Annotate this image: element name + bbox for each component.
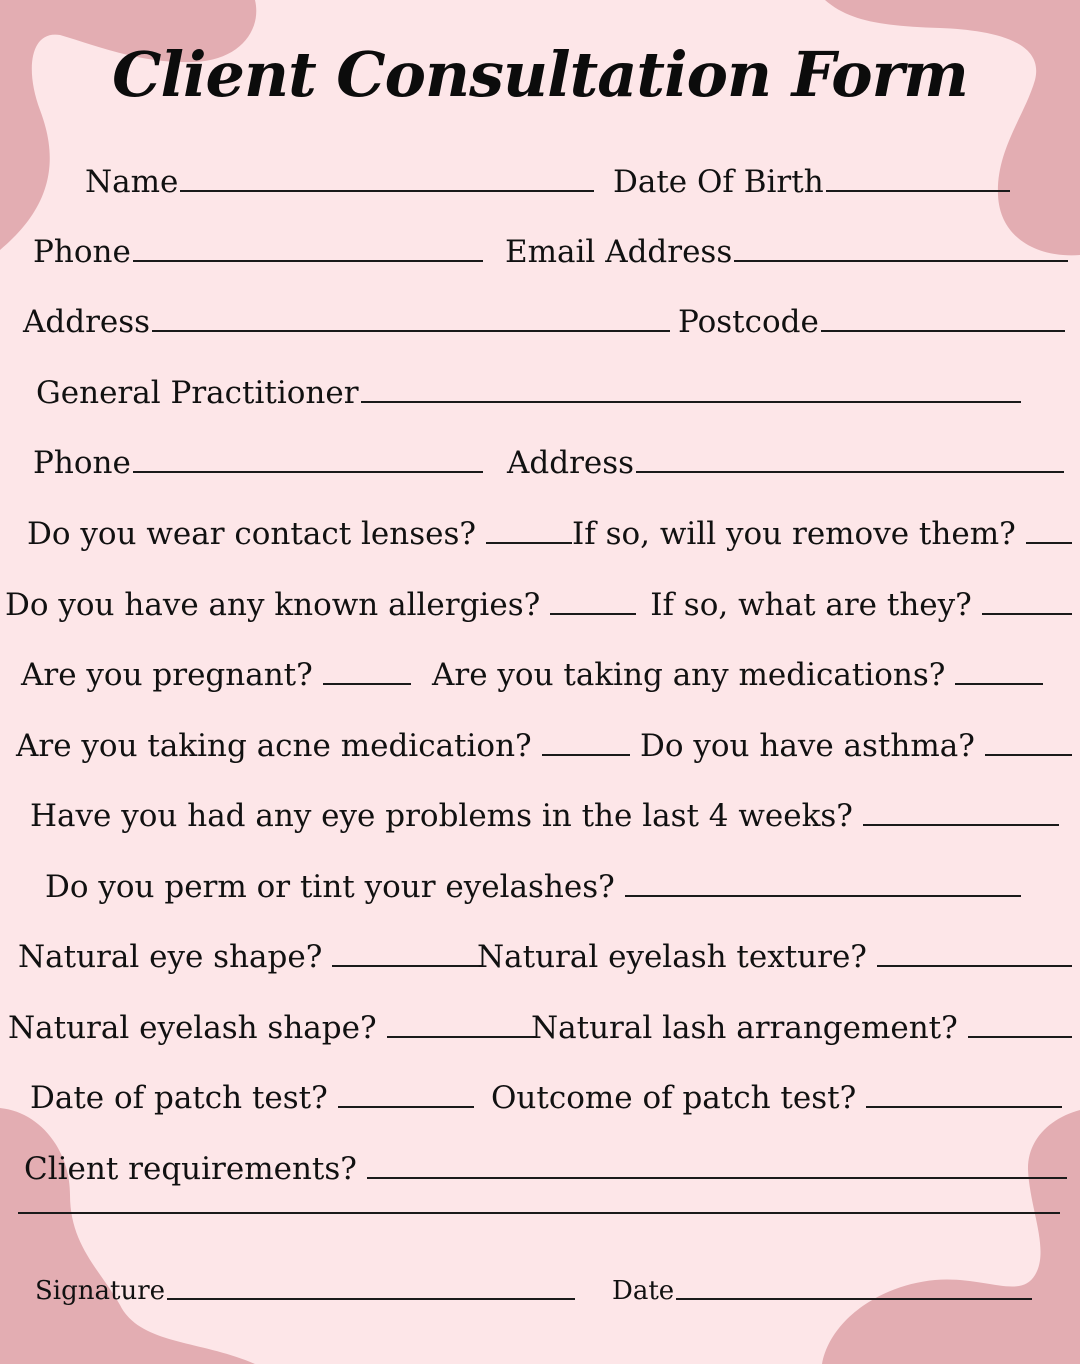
eye-problems-field[interactable] <box>30 798 1059 834</box>
patch-test-date-label: Date of patch test? <box>30 1080 328 1116</box>
contact-lenses-field[interactable] <box>27 516 1072 552</box>
row-gp-phone-address <box>0 445 1080 495</box>
lash-texture-field[interactable] <box>477 939 1072 975</box>
postcode-label: Postcode <box>678 304 819 340</box>
continuation-blank[interactable] <box>18 1212 1060 1214</box>
row-perm-tint <box>0 869 1080 919</box>
pregnant-label: Are you pregnant? <box>21 657 313 693</box>
lash-shape-field[interactable] <box>8 1010 537 1046</box>
client-requirements-blank[interactable] <box>367 1177 1067 1179</box>
pregnant-blank[interactable] <box>323 683 411 685</box>
eye-shape-field[interactable] <box>18 939 482 975</box>
row-lash-shape-arrangement <box>0 1010 1080 1060</box>
name-field[interactable] <box>85 164 594 200</box>
email-field[interactable] <box>505 234 1068 270</box>
lash-texture-blank[interactable] <box>877 965 1072 967</box>
continuation-field[interactable] <box>18 1212 1060 1222</box>
address-label: Address <box>23 304 151 340</box>
address-blank[interactable] <box>152 330 670 332</box>
dob-label: Date Of Birth <box>613 164 824 200</box>
lash-texture-label: Natural eyelash texture? <box>477 939 867 975</box>
allergies-field[interactable] <box>5 587 1072 623</box>
eye-problems-blank[interactable] <box>863 824 1059 826</box>
gp-blank[interactable] <box>361 401 1021 403</box>
lash-shape-label: Natural eyelash shape? <box>8 1010 377 1046</box>
row-acne-asthma <box>0 728 1080 778</box>
lash-arrangement-blank[interactable] <box>968 1036 1072 1038</box>
eye-problems-label: Have you had any eye problems in the last 4 weeks? <box>30 798 853 834</box>
contact-lenses-blank[interactable] <box>486 542 572 544</box>
gp-address-blank[interactable] <box>636 471 1064 473</box>
postcode-field[interactable] <box>678 304 1065 340</box>
gp-phone-blank[interactable] <box>133 471 483 473</box>
dob-field[interactable] <box>613 164 1010 200</box>
row-pregnant-medications <box>0 657 1080 707</box>
postcode-blank[interactable] <box>821 330 1065 332</box>
phone-label: Phone <box>33 234 131 270</box>
pregnant-field[interactable] <box>21 657 411 693</box>
acne-blank[interactable] <box>542 754 630 756</box>
allergies-detail-blank[interactable] <box>982 613 1072 615</box>
row-client-requirements <box>0 1151 1080 1201</box>
row-address-postcode <box>0 304 1080 354</box>
contact-lenses-label: Do you wear contact lenses? <box>27 516 477 552</box>
row-contact-lenses <box>0 516 1080 566</box>
gp-phone-field[interactable] <box>33 445 483 481</box>
remove-lenses-blank[interactable] <box>1026 542 1072 544</box>
row-eye-shape-texture <box>0 939 1080 989</box>
gp-label: General Practitioner <box>36 375 359 411</box>
gp-address-field[interactable] <box>507 445 1064 481</box>
patch-test-outcome-blank[interactable] <box>866 1106 1062 1108</box>
name-label: Name <box>85 164 179 200</box>
patch-test-outcome-label: Outcome of patch test? <box>491 1080 857 1116</box>
email-blank[interactable] <box>734 260 1068 262</box>
medications-label: Are you taking any medications? <box>432 657 946 693</box>
row-allergies <box>0 587 1080 637</box>
allergies-label: Do you have any known allergies? <box>5 587 541 623</box>
row-continuation <box>0 1212 1080 1262</box>
row-name-dob <box>0 164 1080 214</box>
lash-arrangement-field[interactable] <box>531 1010 1072 1046</box>
patch-test-date-blank[interactable] <box>338 1106 474 1108</box>
signature-blank[interactable] <box>167 1298 575 1300</box>
perm-tint-label: Do you perm or tint your eyelashes? <box>45 869 615 905</box>
lash-arrangement-label: Natural lash arrangement? <box>531 1010 958 1046</box>
asthma-label: Do you have asthma? <box>640 728 975 764</box>
perm-tint-blank[interactable] <box>625 895 1021 897</box>
perm-tint-field[interactable] <box>45 869 1021 905</box>
client-requirements-label: Client requirements? <box>24 1151 357 1187</box>
acne-label: Are you taking acne medication? <box>16 728 532 764</box>
row-patch-test <box>0 1080 1080 1130</box>
remove-lenses-label: If so, will you remove them? <box>572 516 1016 552</box>
allergies-detail-label: If so, what are they? <box>650 587 972 623</box>
gp-field[interactable] <box>36 375 1021 411</box>
email-label: Email Address <box>505 234 733 270</box>
address-field[interactable] <box>23 304 670 340</box>
date-label: Date <box>612 1276 675 1306</box>
medications-field[interactable] <box>432 657 1043 693</box>
allergies-blank[interactable] <box>550 613 636 615</box>
medications-blank[interactable] <box>955 683 1043 685</box>
eye-shape-label: Natural eye shape? <box>18 939 323 975</box>
dob-blank[interactable] <box>826 190 1010 192</box>
gp-phone-label: Phone <box>33 445 131 481</box>
row-signature-date <box>0 1276 1080 1326</box>
lash-shape-blank[interactable] <box>387 1036 537 1038</box>
asthma-blank[interactable] <box>985 754 1072 756</box>
signature-label: Signature <box>35 1276 166 1306</box>
row-eye-problems <box>0 798 1080 848</box>
row-gp <box>0 375 1080 425</box>
date-field[interactable] <box>612 1276 1032 1306</box>
asthma-field[interactable] <box>640 728 1072 764</box>
eye-shape-blank[interactable] <box>332 965 482 967</box>
row-phone-email <box>0 234 1080 284</box>
client-requirements-field[interactable] <box>24 1151 1067 1187</box>
date-blank[interactable] <box>676 1298 1032 1300</box>
phone-blank[interactable] <box>133 260 483 262</box>
form-title: Client Consultation Form <box>112 38 968 111</box>
gp-address-label: Address <box>507 445 635 481</box>
signature-field[interactable] <box>35 1276 575 1306</box>
patch-test-date-field[interactable] <box>30 1080 474 1116</box>
phone-field[interactable] <box>33 234 483 270</box>
acne-field[interactable] <box>16 728 630 764</box>
patch-test-outcome-field[interactable] <box>491 1080 1062 1116</box>
name-blank[interactable] <box>180 190 594 192</box>
